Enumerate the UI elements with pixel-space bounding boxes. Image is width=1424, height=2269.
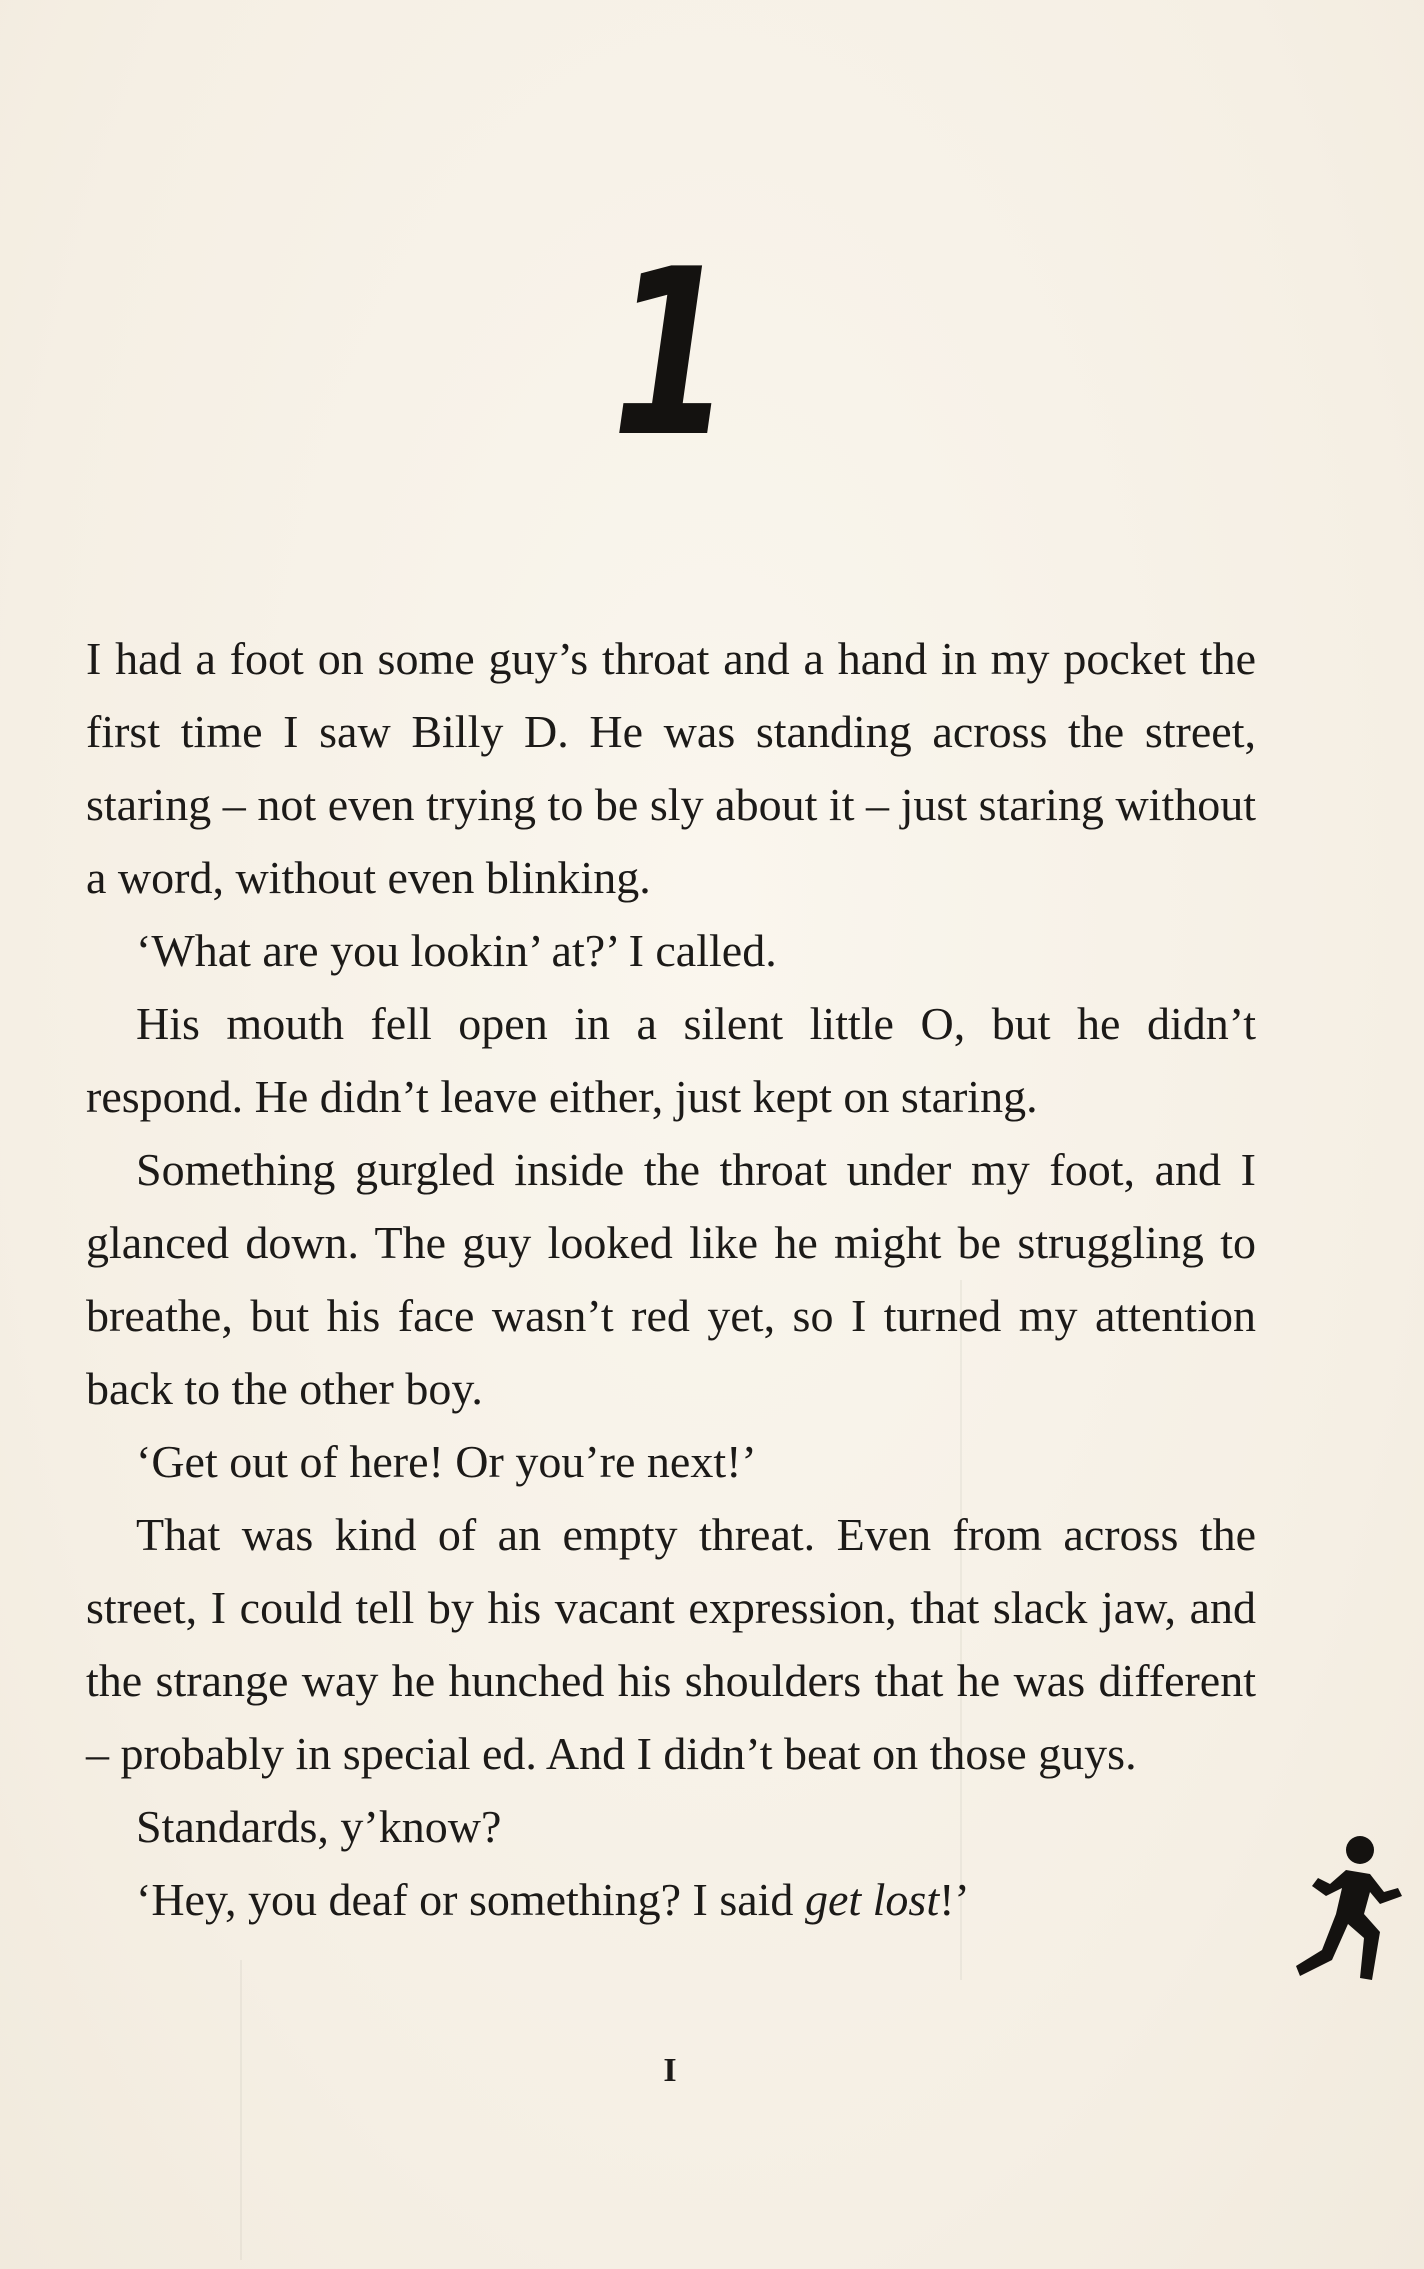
paragraph: His mouth fell open in a silent little O, but he didn’t respond. He didn’t leave either, just kept on staring. [86,998,1256,1122]
paragraph-text: ‘Hey, you deaf or something? I said [136,1874,805,1925]
running-figure-icon [1288,1830,1408,1990]
paragraph: Standards, y’know? [136,1801,502,1852]
paragraph: I had a foot on some guy’s throat and a hand in my pocket the first time I saw Billy D. He was standing across the street, staring – not even trying to be sly about it – just staring without a word, without even blinking. [86,633,1256,903]
paragraph-text: !’ [939,1874,970,1925]
paragraph: That was kind of an empty threat. Even from across the street, I could tell by his vacant expression, that slack jaw, and the strange way he hunched his shoulders that he was different – probably in special ed. And I didn’t beat on those guys. [86,1509,1256,1779]
emphasized-text: get lost [804,1874,940,1925]
paragraph: Something gurgled inside the throat under my foot, and I glanced down. The guy looked like he might be struggling to breathe, but his face wasn’t red yet, so I turned my attention back to the other boy. [86,1144,1256,1414]
chapter-number: 1 [591,221,749,488]
paragraph: ‘Get out of here! Or you’re next!’ [136,1436,757,1487]
body-text [86,622,1256,1936]
show-through-line [240,1960,242,2260]
paragraph: ‘What are you lookin’ at?’ I called. [136,925,777,976]
paragraph [86,1863,1256,1936]
page-number: I [663,2052,677,2089]
